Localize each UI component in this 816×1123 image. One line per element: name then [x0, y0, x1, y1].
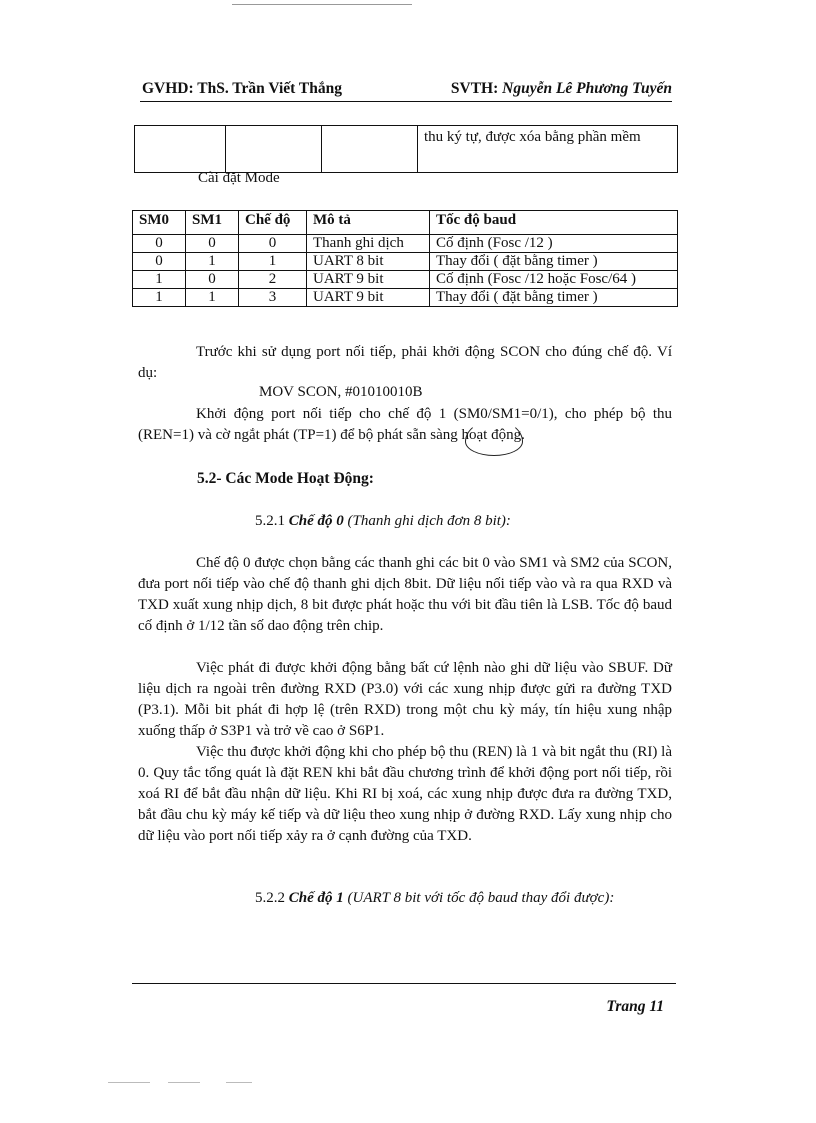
- mode0-paragraph-3: Việc thu được khởi động khi cho phép bộ thu (REN) là 1 và bit ngắt thu (RI) là 0. Quy tắc tổng quát là đặt REN khi bắt đầu chương trình để khởi động port nối tiếp, rồi xoá RI để bắt đầu nhận dữ liệu. Khi RI bị xoá, các xung nhịp được đưa ra đường TXD, bắt đầu chu kỳ máy kế tiếp và dữ liệu theo xung nhịp ở đường RXD. Lấy xung nhịp cho dữ liệu vào port nối tiếp xảy ra ở cạnh đường của TXD.: [138, 744, 672, 844]
- column-header: Mô tả: [307, 211, 430, 235]
- table-cell: Cố định (Fosc /12 hoặc Fosc/64 ): [430, 271, 678, 289]
- table-cell: 1: [186, 253, 239, 271]
- table-cell: 1: [186, 289, 239, 307]
- table-cell: 0: [133, 235, 186, 253]
- table-cell: 1: [133, 271, 186, 289]
- table-cell: [322, 126, 418, 173]
- mode0-paragraph-1: Chế độ 0 được chọn bằng các thanh ghi các bit 0 vào SM1 và SM2 của SCON, đưa port nối tiếp vào chế độ thanh ghi dịch 8bit. Dữ liệu nối tiếp vào và ra qua RXD và TXD xuất xung nhịp dịch, 8 bit được phát hoặc thu với bit đầu tiên là LSB. Tốc độ baud cố định ở 1/12 tần số dao động trên chip.: [138, 555, 672, 634]
- mode0-paragraph-2: Việc phát đi được khởi động bằng bất cứ lệnh nào ghi dữ liệu vào SBUF. Dữ liệu dịch ra ngoài trên đường RXD (P3.0) với các xung nhịp được gửi ra đường TXD (P3.1). Mỗi bit phát đi hợp lệ (trên RXD) trong một chu kỳ máy, tín hiệu xung nhập xuống thấp ở S3P1 và trở về cao ở S6P1.: [138, 660, 672, 739]
- table-cell: Thay đổi ( đặt bằng timer ): [430, 289, 678, 307]
- page-header: [140, 79, 672, 102]
- scan-artifact: [226, 1082, 252, 1083]
- subsection-heading-mode1: 5.2.2 Chế độ 1 (UART 8 bit với tốc độ baud thay đổi được):: [255, 890, 615, 906]
- table-cell: 0: [186, 235, 239, 253]
- table-cell: 0: [239, 235, 307, 253]
- table-cell: UART 9 bit: [307, 289, 430, 307]
- mode-table: [132, 210, 678, 307]
- table-cell: Thay đổi ( đặt bằng timer ): [430, 253, 678, 271]
- student-name: Nguyễn Lê Phương Tuyến: [502, 80, 672, 97]
- intro-paragraph: Trước khi sử dụng port nối tiếp, phải khởi động SCON cho đúng chế độ. Ví dụ:: [138, 344, 672, 381]
- table-cell: 0: [133, 253, 186, 271]
- page-number: Trang 11: [606, 998, 664, 1015]
- scan-top-rule: [232, 4, 412, 5]
- table-cell: Cố định (Fosc /12 ): [430, 235, 678, 253]
- table-header-row: [133, 211, 678, 235]
- table-cell: 1: [133, 289, 186, 307]
- column-header: Chế độ: [239, 211, 307, 235]
- scan-artifact: [108, 1082, 150, 1083]
- table-cell: [226, 126, 322, 173]
- section-heading: 5.2- Các Mode Hoạt Động:: [197, 470, 374, 487]
- scan-artifact: [168, 1082, 200, 1083]
- student-label: SVTH: Nguyễn Lê Phương Tuyến: [450, 80, 672, 97]
- table-cell: thu ký tự, được xóa bằng phần mềm: [418, 126, 678, 173]
- table-cell: 1: [239, 253, 307, 271]
- table-row: [133, 289, 678, 307]
- fragment-table: [134, 125, 678, 173]
- code-example: MOV SCON, #01010010B: [259, 384, 423, 400]
- column-header: Tốc độ baud: [430, 211, 678, 235]
- table-cell: 0: [186, 271, 239, 289]
- column-header: SM0: [133, 211, 186, 235]
- table-cell: Thanh ghi dịch: [307, 235, 430, 253]
- table-cell: 3: [239, 289, 307, 307]
- column-header: SM1: [186, 211, 239, 235]
- table-row: [133, 235, 678, 253]
- table-cell: [135, 126, 226, 173]
- footer-rule: [132, 983, 676, 984]
- table-cell: UART 9 bit: [307, 271, 430, 289]
- table-row: [135, 126, 678, 173]
- handwritten-circle-mark: [465, 420, 523, 456]
- supervisor-label: GVHD: ThS. Trần Viết Thắng: [142, 80, 342, 97]
- table-row: [133, 253, 678, 271]
- init-paragraph: Khởi động port nối tiếp cho chế độ 1 (SM0/SM1=0/1), cho phép bộ thu (REN=1) và cờ ngắt phát (TP=1) để bộ phát sẵn sàng hoạt động.: [138, 406, 672, 443]
- subsection-heading-mode0: 5.2.1 Chế độ 0 (Thanh ghi dịch đơn 8 bit):: [255, 513, 511, 529]
- table-row: [133, 271, 678, 289]
- table-caption: Cài đặt Mode: [198, 170, 280, 186]
- table-cell: 2: [239, 271, 307, 289]
- table-cell: UART 8 bit: [307, 253, 430, 271]
